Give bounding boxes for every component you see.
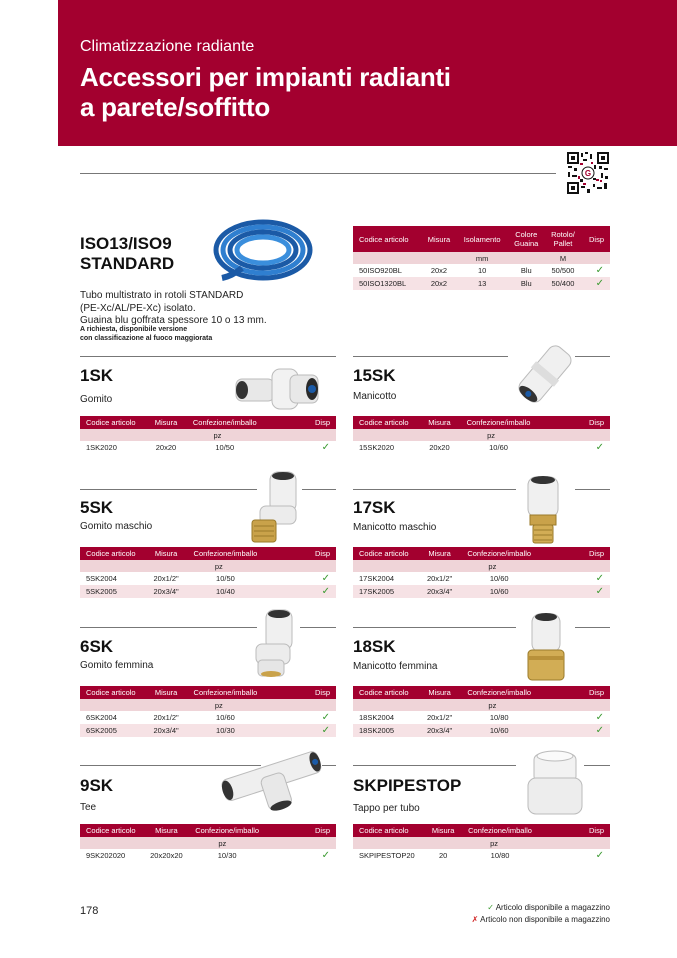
col-confezione: Confezione/imballo [457,416,540,429]
cell-pack: 10/60 [489,443,508,452]
col-codice: Codice articolo [80,686,147,699]
table-row [353,572,610,585]
check-icon: ✓ [581,277,610,290]
divider-15sk-left [353,356,508,357]
col-misura: Misura [421,686,459,699]
unit-pz: pz [184,429,336,441]
col-misura: Misura [426,824,460,837]
cell-size: 20x20 [429,443,450,452]
section-kicker: Climatizzazione radiante [80,38,255,55]
col-colore-line2: Guaina [514,239,539,248]
units-row [80,837,336,849]
check-icon: ✓ [321,442,330,453]
col-misura: Misura [144,824,188,837]
col-codice: Codice articolo [80,824,144,837]
legend-unavailable [472,915,610,924]
col-codice: Codice articolo [353,686,421,699]
page-title-line2: a parete/soffitto [80,92,270,122]
cell-code: 6SK2005 [80,724,147,737]
unit-m: M [545,252,581,264]
col-misura: Misura [421,547,459,560]
col-isolamento: Isolamento [456,226,507,252]
unit-pz: pz [185,699,336,711]
cell-code: 1SK2020 [86,443,117,452]
cell-pack: 10/80 [489,713,509,722]
product-name-18sk: Manicotto femmina [353,661,438,672]
col-codice: Codice articolo [353,226,421,252]
units-row [353,252,610,264]
table-18sk [353,686,610,737]
cell-size: 20x20x20 [150,851,183,860]
cell-roll: 50/500 [551,266,575,275]
table-5sk [80,547,336,598]
iso-code-line1: ISO13/ISO9 [80,234,172,253]
divider-15sk-right [575,356,610,357]
product-code-6sk: 6SK [80,637,114,656]
tee-fitting-image [218,745,326,811]
product-code-17sk: 17SK [353,498,396,517]
table-6sk [80,686,336,737]
table-row [80,572,336,585]
page-header [58,0,677,146]
col-misura: Misura [147,547,185,560]
cell-size: 20x2 [421,277,456,290]
cell-code: 9SK202020 [86,851,126,860]
page-title-line1: Accessori per impianti radianti [80,62,451,92]
table-row [80,849,336,862]
table-row [80,585,336,598]
col-codice: Codice articolo [353,824,426,837]
cell-code: 50ISO1320BL [353,277,421,290]
units-row [353,429,610,441]
cell-pack: 10/60 [458,585,540,598]
product-name-skpipestop: Tappo per tubo [353,803,420,814]
product-code-9sk: 9SK [80,776,114,795]
product-name-17sk: Manicotto maschio [353,522,437,533]
col-misura: Misura [148,416,183,429]
cell-size: 20x1/2" [426,574,453,583]
col-disp: Disp [540,416,610,429]
col-codice: Codice articolo [353,416,422,429]
col-disp: Disp [266,416,336,429]
col-colore [508,226,545,252]
pipe-stop-image [524,748,586,818]
divider-18sk-left [353,627,516,628]
table-header [80,547,336,560]
product-name-15sk: Manicotto [353,391,397,402]
col-confezione: Confezione/imballo [460,824,540,837]
cell-pack: 10/80 [490,851,510,860]
col-confezione: Confezione/imballo [184,416,266,429]
cell-color: Blu [508,277,545,290]
table-row [353,441,610,454]
cell-pack: 10/60 [458,724,540,737]
iso-desc-line2: (PE-Xc/AL/PE-Xc) isolato. [80,302,196,314]
check-icon: ✓ [266,724,336,737]
iso-code-line2: STANDARD [80,254,175,273]
col-codice: Codice articolo [80,547,147,560]
cell-size: 20x3/4" [421,724,459,737]
table-header [353,226,610,252]
cell-pack: 10/50 [216,574,235,583]
cell-iso: 13 [456,277,507,290]
cell-code: 5SK2004 [86,574,117,583]
product-name-5sk: Gomito maschio [80,521,153,532]
units-row [353,837,610,849]
cell-code: SKPIPESTOP20 [359,851,415,860]
table-header [80,686,336,699]
check-icon: ✓ [321,850,330,861]
cell-pack: 10/60 [489,574,509,583]
product-name-9sk: Tee [80,802,97,813]
pipe-coil-image [212,218,314,282]
cell-pack: 10/40 [185,585,266,598]
table-row [80,441,336,454]
cell-size: 20 [438,851,448,860]
product-name-6sk: Gomito femmina [80,660,154,671]
iso-product-code [80,234,174,274]
unit-pz: pz [460,837,610,849]
iso-note-line1: A richiesta, disponibile versione [80,326,188,333]
divider-17sk-left [353,489,516,490]
cell-pack: 10/50 [215,443,235,452]
cell-code: 5SK2005 [80,585,147,598]
divider-stop-right [584,765,610,766]
cell-size: 20x3/4" [421,585,459,598]
legend-cross-icon: ✗ [471,915,479,924]
svg-text:G: G [584,169,592,178]
cell-code: 50ISO920BL [359,266,402,275]
elbow-fitting-image [232,363,322,415]
cell-pack: 10/60 [216,713,235,722]
cell-size: 20x3/4" [147,724,185,737]
unit-pz: pz [458,560,610,572]
cell-code: 15SK2020 [359,443,395,452]
check-icon: ✓ [266,585,336,598]
cell-code: 17SK2005 [353,585,421,598]
check-icon: ✓ [321,712,330,723]
col-disp: Disp [540,547,610,560]
female-coupling-image [518,612,576,682]
table-header [353,547,610,560]
cell-pack: 10/30 [185,724,266,737]
check-icon: ✓ [595,712,604,723]
col-disp: Disp [540,686,610,699]
divider-1sk [80,356,336,357]
units-row [353,560,610,572]
cell-size: 20x2 [430,266,448,275]
cell-size: 20x1/2" [426,713,453,722]
table-15sk [353,416,610,454]
table-row [80,711,336,724]
check-icon: ✓ [595,573,604,584]
table-17sk [353,547,610,598]
check-icon: ✓ [321,573,330,584]
iso-note-line2: con classificazione al fuoco maggiorata [80,335,213,342]
coupling-fitting-image [514,342,576,406]
table-1sk [80,416,336,454]
iso-product-table [353,226,610,290]
cell-size: 20x1/2" [153,713,179,722]
table-header [353,416,610,429]
col-rotolo-line2: Pallet [553,239,573,248]
product-code-18sk: 18SK [353,637,396,656]
product-code-skpipestop: SKPIPESTOP [353,776,462,795]
product-code-1sk: 1SK [80,366,114,385]
table-header [80,416,336,429]
cell-code: 6SK2004 [86,713,117,722]
cell-code: 18SK2005 [353,724,421,737]
unit-pz: pz [185,560,336,572]
col-codice: Codice articolo [353,547,421,560]
page-number: 178 [80,905,99,917]
female-elbow-image [252,608,302,678]
legend-available-text: ✓ Articolo disponibile a magazzino [487,903,610,912]
check-icon: ✓ [540,724,610,737]
product-code-5sk: 5SK [80,498,114,517]
divider-6sk-right [300,627,336,628]
cell-code: 18SK2004 [359,713,395,722]
col-disp: Disp [581,226,610,252]
unit-mm: mm [456,252,507,264]
table-header [80,824,336,837]
check-icon: ✓ [595,265,604,276]
unit-pz: pz [457,429,610,441]
units-row [80,560,336,572]
cell-size: 20x3/4" [147,585,185,598]
table-row [353,277,610,290]
table-row [353,711,610,724]
check-icon: ✓ [540,585,610,598]
page-title [80,62,451,122]
iso-note [80,325,212,343]
cell-color: Blu [520,266,532,275]
col-codice: Codice articolo [80,416,148,429]
product-code-15sk: 15SK [353,366,396,385]
iso-description [80,290,267,328]
table-row [353,585,610,598]
col-misura: Misura [147,686,185,699]
male-coupling-image [516,475,572,545]
table-row [353,849,610,862]
table-row [353,724,610,737]
col-confezione: Confezione/imballo [458,686,540,699]
divider-5sk-left [80,489,257,490]
iso-desc-line1: Tubo multistrato in rotoli STANDARD [80,290,244,301]
table-skpipestop [353,824,610,862]
col-confezione: Confezione/imballo [188,824,266,837]
col-confezione: Confezione/imballo [185,547,266,560]
top-divider [80,173,556,174]
col-disp: Disp [266,547,336,560]
check-icon: ✓ [595,850,604,861]
cell-roll: 50/400 [545,277,581,290]
qr-code-icon [566,151,610,195]
table-row [80,724,336,737]
col-misura: Misura [422,416,457,429]
divider-18sk-right [575,627,610,628]
male-elbow-image [250,470,310,546]
col-disp: Disp [266,824,336,837]
cell-size: 20x20 [155,443,177,452]
divider-stop-left [353,765,516,766]
col-colore-line1: Colore [515,230,538,239]
cell-pack: 10/30 [217,851,237,860]
col-rotolo [545,226,581,252]
col-misura: Misura [421,226,456,252]
legend-available [487,903,610,912]
divider-6sk-left [80,627,257,628]
table-row [353,264,610,277]
cell-size: 20x1/2" [153,574,179,583]
legend-unavailable-text: ✗ Articolo non disponibile a magazzino [471,915,610,924]
col-confezione: Confezione/imballo [458,547,540,560]
divider-17sk-right [575,489,610,490]
units-row [80,429,336,441]
cell-code: 17SK2004 [359,574,395,583]
product-name-1sk: Gomito [80,394,113,405]
units-row [353,699,610,711]
col-rotolo-line1: Rotolo/ [551,230,575,239]
legend-check-icon: ✓ [487,903,494,912]
col-disp: Disp [266,686,336,699]
col-disp: Disp [540,824,610,837]
table-header [353,686,610,699]
table-header [353,824,610,837]
unit-pz: pz [458,699,610,711]
iso-desc-line3: Guaina blu goffrata spessore 10 o 13 mm. [80,315,267,326]
units-row [80,699,336,711]
col-confezione: Confezione/imballo [185,686,266,699]
cell-iso: 10 [477,266,487,275]
check-icon: ✓ [595,442,604,453]
unit-pz: pz [188,837,336,849]
table-9sk [80,824,336,862]
